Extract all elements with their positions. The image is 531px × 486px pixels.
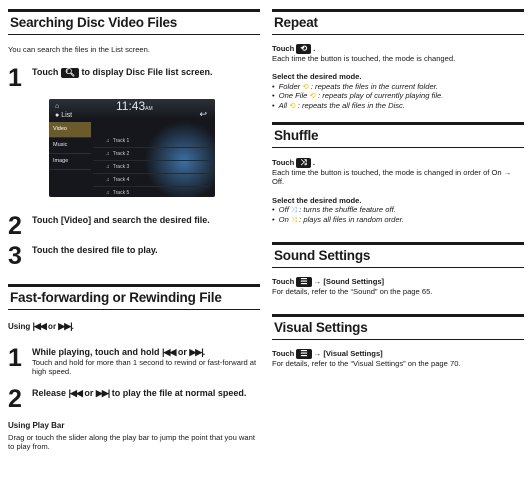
shuffle-on-icon: ⤨ bbox=[290, 214, 298, 224]
search-icon: 🔍︎ bbox=[61, 68, 79, 78]
repeat-select: Select the desired mode. bbox=[272, 72, 362, 82]
home-icon: ⌂ bbox=[55, 103, 60, 110]
step-number: 1 bbox=[8, 344, 22, 372]
sound-touch: Touch ☰ → [Sound Settings] bbox=[272, 277, 385, 287]
clock: 11:43AM bbox=[116, 99, 153, 113]
section-title-search: Searching Disc Video Files bbox=[8, 9, 260, 35]
visual-touch: Touch ☰ → [Visual Settings] bbox=[272, 349, 383, 359]
menu-icon: ☰ bbox=[296, 277, 311, 287]
list-label: ● List bbox=[55, 112, 73, 119]
fast-forward-icon: ▶▶| bbox=[189, 347, 203, 357]
step-text: to display Disc File list screen. bbox=[81, 67, 213, 78]
shuffle-select: Select the desired mode. bbox=[272, 195, 362, 205]
track-list bbox=[93, 135, 209, 197]
playbar-title: Using Play Bar bbox=[8, 420, 65, 430]
track-item: ♫ Track 2 bbox=[93, 148, 209, 161]
section-title-sound: Sound Settings bbox=[272, 242, 524, 268]
step-text: Touch the desired file to play. bbox=[32, 245, 158, 255]
list-item: • On ⤨ : plays all files in random order. bbox=[272, 215, 524, 224]
step-number: 1 bbox=[8, 64, 22, 93]
ff-step-1: 1 While playing, touch and hold |◀◀ or ▶▶|. Touch and hold for more than 1 second to rewind or fast-forward at high speed. bbox=[8, 346, 260, 377]
repeat-all-icon: ⟲ bbox=[289, 100, 296, 110]
step-text: Touch bbox=[32, 67, 61, 78]
menu-item-image: Image bbox=[49, 154, 91, 170]
playbar-desc: Drag or touch the slider along the play bar to jump the point that you want to play from. bbox=[8, 432, 255, 452]
left-column-lower bbox=[8, 214, 260, 452]
list-item: • One File ⟲ : repeats play of currently playing file. bbox=[272, 91, 524, 100]
track-item: ♫ Track 3 bbox=[93, 161, 209, 174]
search-step-3 bbox=[8, 242, 260, 270]
right-column bbox=[272, 0, 524, 369]
section-title-repeat: Repeat bbox=[272, 9, 524, 35]
ff-step-2: 2 Release |◀◀ or ▶▶| to play the file at normal speed. bbox=[8, 384, 247, 413]
shuffle-desc: Each time the button is touched, the mode is changed in order of On → Off. bbox=[272, 168, 512, 187]
repeat-touch: Touch ⟲ . bbox=[272, 44, 316, 53]
section-title-ff: Fast-forwarding or Rewinding File bbox=[8, 284, 260, 310]
repeat-mode-list bbox=[272, 82, 524, 110]
section-title-shuffle: Shuffle bbox=[272, 122, 524, 148]
search-step-2 bbox=[8, 212, 260, 240]
sound-desc: For details, refer to the “Sound” on the page 65. bbox=[272, 287, 433, 297]
repeat-desc: Each time the button is touched, the mode is changed. bbox=[272, 54, 456, 63]
step-number: 2 bbox=[8, 212, 22, 240]
search-step-1 bbox=[8, 64, 260, 93]
step-number: 2 bbox=[8, 384, 22, 413]
search-intro: You can search the files in the List screen. bbox=[8, 45, 150, 54]
back-icon: ↩ bbox=[199, 109, 207, 119]
menu-icon: ☰ bbox=[296, 349, 311, 359]
menu-item-video: Video bbox=[49, 122, 91, 138]
rewind-icon: |◀◀ bbox=[68, 387, 82, 398]
step-description: Touch and hold for more than 1 second to rewind or fast-forward at high speed. bbox=[32, 358, 257, 377]
track-item: ♫ Track 5 bbox=[93, 187, 209, 197]
ff-using: Using |◀◀ or ▶▶|. bbox=[8, 321, 74, 331]
shuffle-off-icon: ⤨ bbox=[290, 205, 298, 215]
list-item: • Folder ⟲ : repeats the files in the current folder. bbox=[272, 82, 524, 91]
category-menu bbox=[49, 122, 91, 170]
repeat-icon: ⟲ bbox=[296, 44, 311, 54]
step-text: Touch [Video] and search the desired file. bbox=[32, 215, 210, 225]
rewind-icon: |◀◀ bbox=[32, 321, 46, 331]
track-item: ♫ Track 4 bbox=[93, 174, 209, 187]
rewind-icon: |◀◀ bbox=[162, 347, 176, 357]
shuffle-mode-list bbox=[272, 205, 524, 224]
track-item: ♫ Track 1 bbox=[93, 135, 209, 148]
step-number: 3 bbox=[8, 242, 22, 270]
list-item: • Off ⤨ : turns the shuffle feature off. bbox=[272, 205, 524, 214]
shuffle-icon: ⤨ bbox=[296, 158, 310, 168]
list-item: • All ⟲ : repeats the all files in the Disc. bbox=[272, 101, 524, 110]
repeat-one-icon: ⟲ bbox=[309, 91, 316, 101]
list-screen-illustration bbox=[49, 99, 215, 197]
visual-desc: For details, refer to the “Visual Settings” on the page 70. bbox=[272, 359, 461, 369]
repeat-folder-icon: ⟲ bbox=[302, 81, 309, 91]
fast-forward-icon: ▶▶| bbox=[58, 321, 72, 331]
fast-forward-icon: ▶▶| bbox=[95, 387, 110, 398]
section-title-visual: Visual Settings bbox=[272, 314, 524, 340]
menu-item-music: Music bbox=[49, 138, 91, 154]
shuffle-touch: Touch ⤨ . bbox=[272, 158, 315, 168]
left-column bbox=[8, 0, 260, 93]
